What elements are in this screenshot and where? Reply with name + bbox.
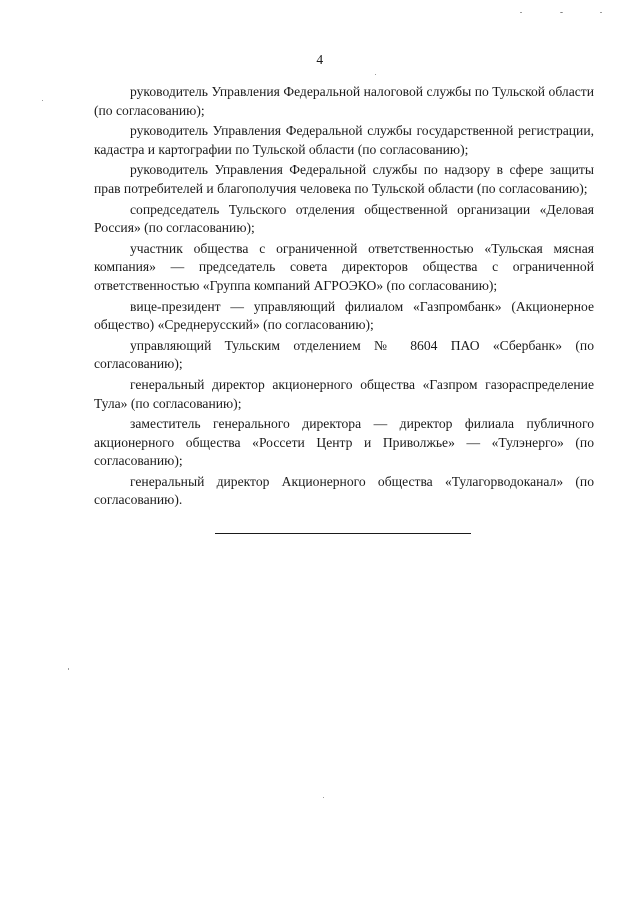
scan-speck <box>323 797 324 798</box>
scan-speck <box>520 12 522 13</box>
list-item: руководитель Управления Федеральной службы по надзору в сфере защиты прав потребителей и благополучия человека по Тульской области (по согласованию); <box>94 162 594 196</box>
scan-speck <box>560 12 563 13</box>
list-item: участник общества с ограниченной ответственностью «Тульская мясная компания» — председатель совета директоров общества с ограниченной ответственностью «Группа компаний АГРОЭКО» (по согласованию); <box>94 240 594 293</box>
closing-rule <box>215 533 471 534</box>
scan-speck <box>375 74 376 75</box>
list-item: управляющий Тульским отделением № 8604 ПАО «Сбербанк» (по согласованию); <box>94 337 594 372</box>
list-item: руководитель Управления Федеральной службы государственной регистрации, кадастра и картографии по Тульской области (по согласованию); <box>94 123 594 157</box>
page-number: 4 <box>316 52 324 67</box>
member-list <box>94 83 594 512</box>
list-item: генеральный директор акционерного общества «Газпром газораспределение Тула» (по согласованию); <box>94 376 594 411</box>
scan-speck <box>42 100 43 101</box>
list-item: сопредседатель Тульского отделения общественной организации «Деловая Россия» (по согласованию); <box>94 201 594 236</box>
scan-speck <box>600 12 602 13</box>
list-item: руководитель Управления Федеральной налоговой службы по Тульской области (по согласованию); <box>94 84 594 118</box>
list-item: генеральный директор Акционерного общества «Тулагорводоканал» (по согласованию). <box>94 473 594 508</box>
list-item: вице-президент — управляющий филиалом «Газпромбанк» (Акционерное общество) «Среднерусский» (по согласованию); <box>94 298 594 333</box>
scan-speck <box>68 668 69 670</box>
list-item: заместитель генерального директора — директор филиала публичного акционерного общества «Россети Центр и Приволжье» — «Тулэнерго» (по согласованию); <box>94 416 594 469</box>
